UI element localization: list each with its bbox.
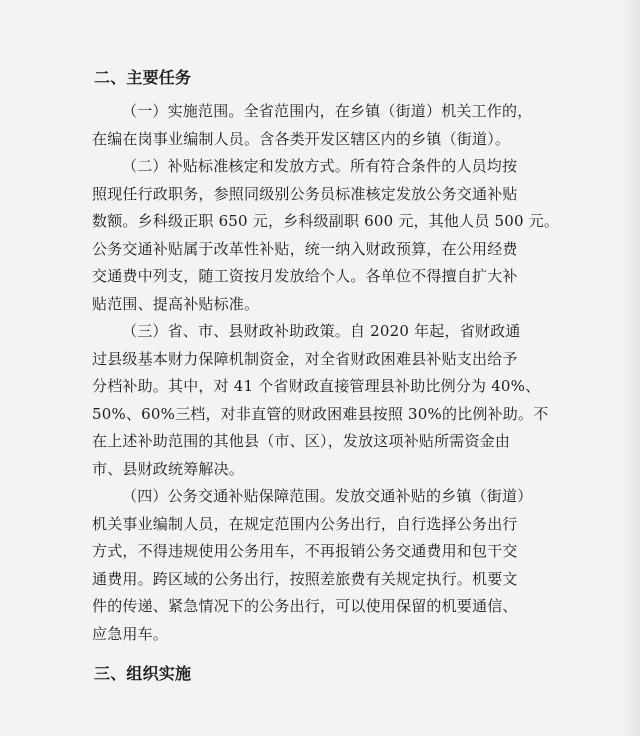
text-line: 数额。乡科级正职 650 元，乡科级副职 600 元，其他人员 500 元。 — [92, 212, 560, 230]
text-line: 照现任行政职务，参照同级别公务员标准核定发放公务交通补贴 — [92, 184, 518, 203]
text-line: （一）实施范围。全省范围内，在乡镇（街道）机关工作的， — [122, 102, 533, 120]
paragraph-fiscal-subsidy-policy — [92, 318, 566, 483]
text-line: 机关事业编制人员，在规定范围内公务出行，自行选择公务出行 — [92, 514, 518, 533]
text-line: 市、县财政统筹解决。 — [92, 459, 245, 478]
text-line: 通费用。跨区域的公务出行，按照差旅费有关规定执行。机要文 — [92, 569, 518, 588]
document-body — [92, 50, 566, 690]
text-line: 方式，不得违规使用公务用车，不再报销公务交通费用和包干交 — [92, 542, 518, 560]
page-edge-shadow — [622, 0, 640, 736]
text-line: （四）公务交通补贴保障范围。发放交通补贴的乡镇（街道） — [122, 487, 533, 505]
section-heading-main-tasks: 二、主要任务 — [94, 68, 192, 87]
text-line: （三）省、市、县财政补助政策。自 2020 年起，省财政通 — [122, 322, 521, 340]
text-line: 应急用车。 — [92, 624, 169, 643]
text-line: 交通费中列支，随工资按月发放给个人。各单位不得擅自扩大补 — [92, 267, 518, 285]
paragraph-subsidy-standard — [92, 153, 566, 318]
text-line: 分档补助。其中，对 41 个省财政直接管理县补助比例分为 40%、 — [92, 377, 541, 395]
section-heading-organization: 三、组织实施 — [94, 664, 192, 683]
text-line: 在编在岗事业编制人员。含各类开发区辖区内的乡镇（街道）。 — [92, 129, 511, 148]
text-line: 贴范围、提高补贴标准。 — [92, 294, 260, 313]
paragraph-coverage-scope — [92, 483, 566, 648]
paragraph-implementation-scope — [92, 98, 566, 153]
text-line: 件的传递、紧急情况下的公务出行，可以使用保留的机要通信、 — [92, 597, 518, 615]
text-line: （二）补贴标准核定和发放方式。所有符合条件的人员均按 — [122, 157, 518, 175]
text-line: 公务交通补贴属于改革性补贴，统一纳入财政预算，在公用经费 — [92, 239, 518, 258]
text-line: 过县级基本财力保障机制资金，对全省财政困难县补贴支出给予 — [92, 349, 518, 368]
text-line: 50%、60%三档，对非直管的财政困难县按照 30%的比例补助。不 — [92, 404, 549, 423]
text-line: 在上述补助范围的其他县（市、区），发放这项补贴所需资金由 — [92, 432, 511, 450]
